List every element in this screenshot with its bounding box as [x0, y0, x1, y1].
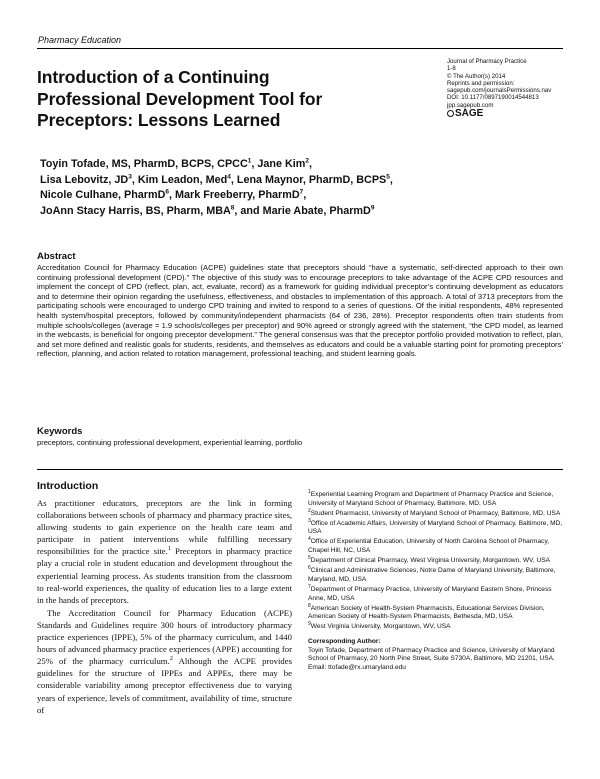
paragraph: The Accreditation Council for Pharmacy Education (ACPE) Standards and Guidelines require 300 hours of introductory pharmacy practice experiences (IPPE), 5% of the pharmacy curriculum, and 1440 hours of advanced pharmacy practice experiences (APPE) accounting for 25% of the pharmacy curriculum.$^2$ Although the ACPE provides guidelines for the structure of IPPEs and APPEs, there may be considerable variability among preceptor effectiveness due to varying years of experience, levels of commitment, availability of time, structure of: [37, 607, 292, 715]
affiliation: $^4$Office of Experiential Education, University of North Carolina School of Pharmacy, Chapel Hill, NC, USA: [308, 536, 550, 555]
author-line: Nicole Culhane, PharmD$^6$, Mark Freeberry, PharmD$^7$,: [40, 188, 307, 201]
affiliation: $^9$West Virginia University, Morgantown, WV, USA: [308, 621, 451, 631]
page-range: 1-8: [447, 65, 456, 73]
author-line: Lisa Lebovitz, $JD^3$, Kim Leadon, Med$^4$, Lena Maynor, PharmD, BCPS$^5$,: [40, 172, 393, 186]
footnotes: [308, 488, 563, 672]
sage-mark-icon: [447, 110, 454, 117]
doi[interactable]: DOI: 10.1177/0897190014544813: [447, 94, 539, 102]
keywords-text: preceptors, continuing professional development, experiential learning, portfolio: [37, 438, 303, 447]
affiliation: $^6$Clinical and Administrative Sciences, Notre Dame of Maryland University, Baltimore, Maryland, MD, USA: [308, 565, 556, 583]
corresponding-email[interactable]: Email: ttofade@rx.umaryland.edu: [308, 663, 406, 671]
running-head: Pharmacy Education: [38, 35, 122, 45]
corresponding-author-heading: Corresponding Author:: [308, 637, 381, 645]
keywords-heading: Keywords: [37, 426, 83, 437]
affiliation: $^1$Experiential Learning Program and Department of Pharmacy Practice and Science, University of Maryland School of Pharmacy, Baltimore, MD, USA: [308, 488, 554, 507]
reprints-label: Reprints and permission:: [447, 79, 515, 87]
author-line: JoAnn Stacy Harris, BS, Pharm, MBA$^8$, and Marie Abate, PharmD$^9$: [40, 203, 375, 217]
journal-name: Journal of Pharmacy Practice: [447, 58, 527, 65]
permissions-link[interactable]: sagepub.com/journalsPermissions.nav: [447, 87, 552, 95]
author-line: Toyin Tofade, MS, PharmD, BCPS, CPCC$^1$, Jane Kim$^2$,: [40, 157, 313, 170]
header-rule: [37, 48, 563, 49]
author-list: [40, 157, 510, 219]
paragraph: As practitioner educators, preceptors are the link in forming collaborations between schools of pharmacy and pharmacy practice sites, allowing students to gain experience on the health care team and participate in patient interventions while fulfilling necessary responsibilities for the practice site.$^1$ Preceptors in pharmacy practice play a crucial role in student education and development throughout the experiential learning process. As students transition from the classroom to real-world experiences, the quality of education lies to a large extent in the hands of preceptors.: [37, 498, 292, 605]
corresponding-author-text: Toyin Tofade, Department of Pharmacy Practice and Science, University of Maryland School of Pharmacy, 20 North Pine Street, Suite S730A, Baltimore, MD 21201, USA.: [308, 646, 555, 663]
affiliation: $^2$Student Pharmacist, University of Maryland School of Pharmacy, Baltimore, MD, USA: [308, 507, 561, 517]
introduction-heading: Introduction: [37, 480, 99, 492]
section-rule: [37, 469, 563, 470]
affiliation: $^7$Department of Pharmacy Practice, University of Maryland Eastern Shore, Princess Anne, MD, USA: [308, 583, 552, 602]
sage-logo: [447, 108, 577, 120]
article-title: Introduction of a Continuing Professional Development Tool for Preceptors: Lessons Learned: [37, 67, 323, 130]
sage-wordmark: SAGE: [455, 108, 484, 120]
affiliation: $^8$American Society of Health-System Pharmacists, Educational Services Division, American Society of Health-System Pharmacists, Bethesda, MD, USA: [308, 602, 545, 621]
journal-url[interactable]: jpp.sagepub.com: [447, 101, 494, 109]
affiliation: $^3$Office of Academic Affairs, University of Maryland School of Pharmacy, Baltimore, MD, USA: [308, 517, 563, 536]
abstract-heading: Abstract: [37, 251, 76, 262]
introduction-body: [37, 497, 292, 716]
journal-info: [447, 58, 577, 120]
copyright: © The Author(s) 2014: [447, 72, 506, 80]
affiliation: $^5$Department of Clinical Pharmacy, West Virginia University, Morgantown, WV, USA: [308, 554, 551, 565]
abstract-text: Accreditation Council for Pharmacy Education (ACPE) guidelines state that preceptors should “have a systematic, self-directed approach to their own continuing professional development (CPD).” The objective of this study was to encourage preceptors to take advantage of the ACPE CPD resources and implement the concept of CPD (reflect, plan, act, evaluate, record) as a framework for guiding individual preceptor’s continuing development as educators and to determine their opinion regarding the usefulness, effectiveness, and obstacles to implementation of this approach. A total of 3713 preceptors from the participating schools were encouraged to undergo CPD training and invited to respond to a series of questions. Of the initial respondents, 48% represented health system/hospital preceptors, followed by community/independent pharmacists (64 of 236, 28%). Preceptor respondents often train students from multiple schools/colleges (average = 1.9 schools/colleges per preceptor) and 90% agreed or strongly agreed with the statement, “the CPD model, as learned in the webcasts, is beneficial for ongoing preceptor development.” The general consensus was that the preceptor portfolio provided motivation to reflect, plan, and set more defined and realistic goals for students, residents, and themselves as educators and could be a valuable starting point for promoting preceptors’ reflection, planning, and action related to rotation management, professional teaching, and student learning goals.: [37, 263, 563, 359]
